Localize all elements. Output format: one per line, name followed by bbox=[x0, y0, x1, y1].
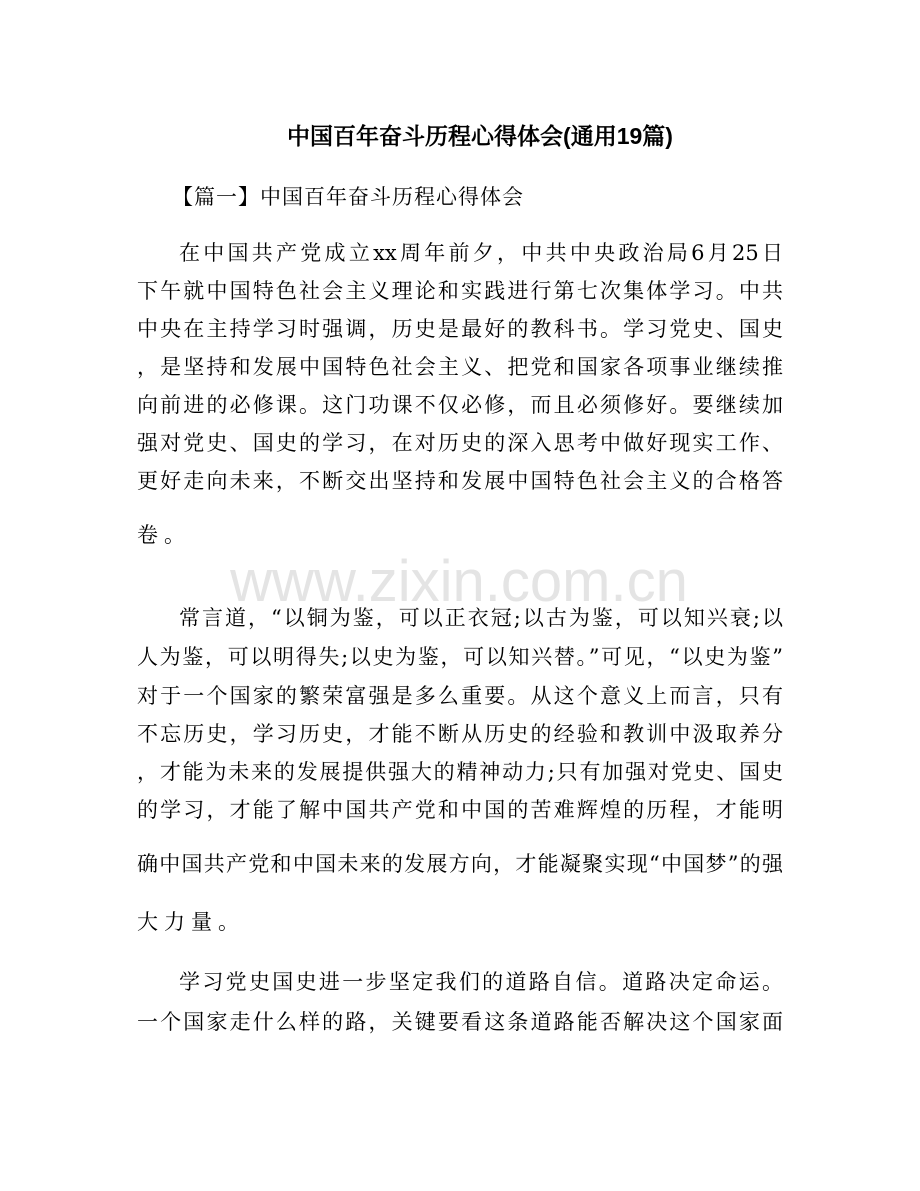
paragraph-line: 不忘历史，学习历史，才能不断从历史的经验和教训中汲取养分 bbox=[137, 722, 783, 746]
document-title: 中国百年奋斗历程心得体会(通用19篇) bbox=[287, 123, 673, 149]
paragraph-line: 在中国共产党成立xx周年前夕，中共中央政治局6月25日 bbox=[179, 241, 783, 265]
paragraph-line: 常言道，“以铜为鉴，可以正衣冠;以古为鉴，可以知兴衰;以 bbox=[179, 606, 783, 630]
paragraph-line: 向前进的必修课。这门功课不仅必修，而且必须修好。要继续加 bbox=[137, 393, 783, 417]
paragraph-line: 一个国家走什么样的路，关键要看这条道路能否解决这个国家面 bbox=[137, 1010, 783, 1034]
paragraph-line: 更好走向未来，不断交出坚持和发展中国特色社会主义的合格答 bbox=[137, 469, 783, 493]
paragraph-line: 下午就中国特色社会主义理论和实践进行第七次集体学习。中共 bbox=[137, 279, 783, 303]
watermark: www.zixin.com.cn bbox=[230, 549, 688, 614]
paragraph-line: ，才能为未来的发展提供强大的精神动力;只有加强对党史、国史 bbox=[137, 760, 783, 784]
paragraph-line: ，是坚持和发展中国特色社会主义、把党和国家各项事业继续推 bbox=[137, 355, 783, 379]
paragraph-line: 大力量。 bbox=[137, 910, 245, 934]
section-heading: 【篇一】中国百年奋斗历程心得体会 bbox=[172, 185, 524, 209]
paragraph-line: 人为鉴，可以明得失;以史为鉴，可以知兴替。”可见，“以史为鉴” bbox=[137, 645, 783, 669]
paragraph-line: 的学习，才能了解中国共产党和中国的苦难辉煌的历程，才能明 bbox=[137, 798, 783, 822]
paragraph-line: 学习党史国史进一步坚定我们的道路自信。道路决定命运。 bbox=[179, 970, 783, 994]
paragraph-line: 确中国共产党和中国未来的发展方向，才能凝聚实现“中国梦”的强 bbox=[137, 852, 783, 876]
paragraph-line: 对于一个国家的繁荣富强是多么重要。从这个意义上而言，只有 bbox=[137, 684, 783, 708]
paragraph-line: 卷。 bbox=[137, 523, 191, 547]
paragraph-line: 中央在主持学习时强调，历史是最好的教科书。学习党史、国史 bbox=[137, 317, 783, 341]
paragraph-line: 强对党史、国史的学习，在对历史的深入思考中做好现实工作、 bbox=[137, 431, 783, 455]
